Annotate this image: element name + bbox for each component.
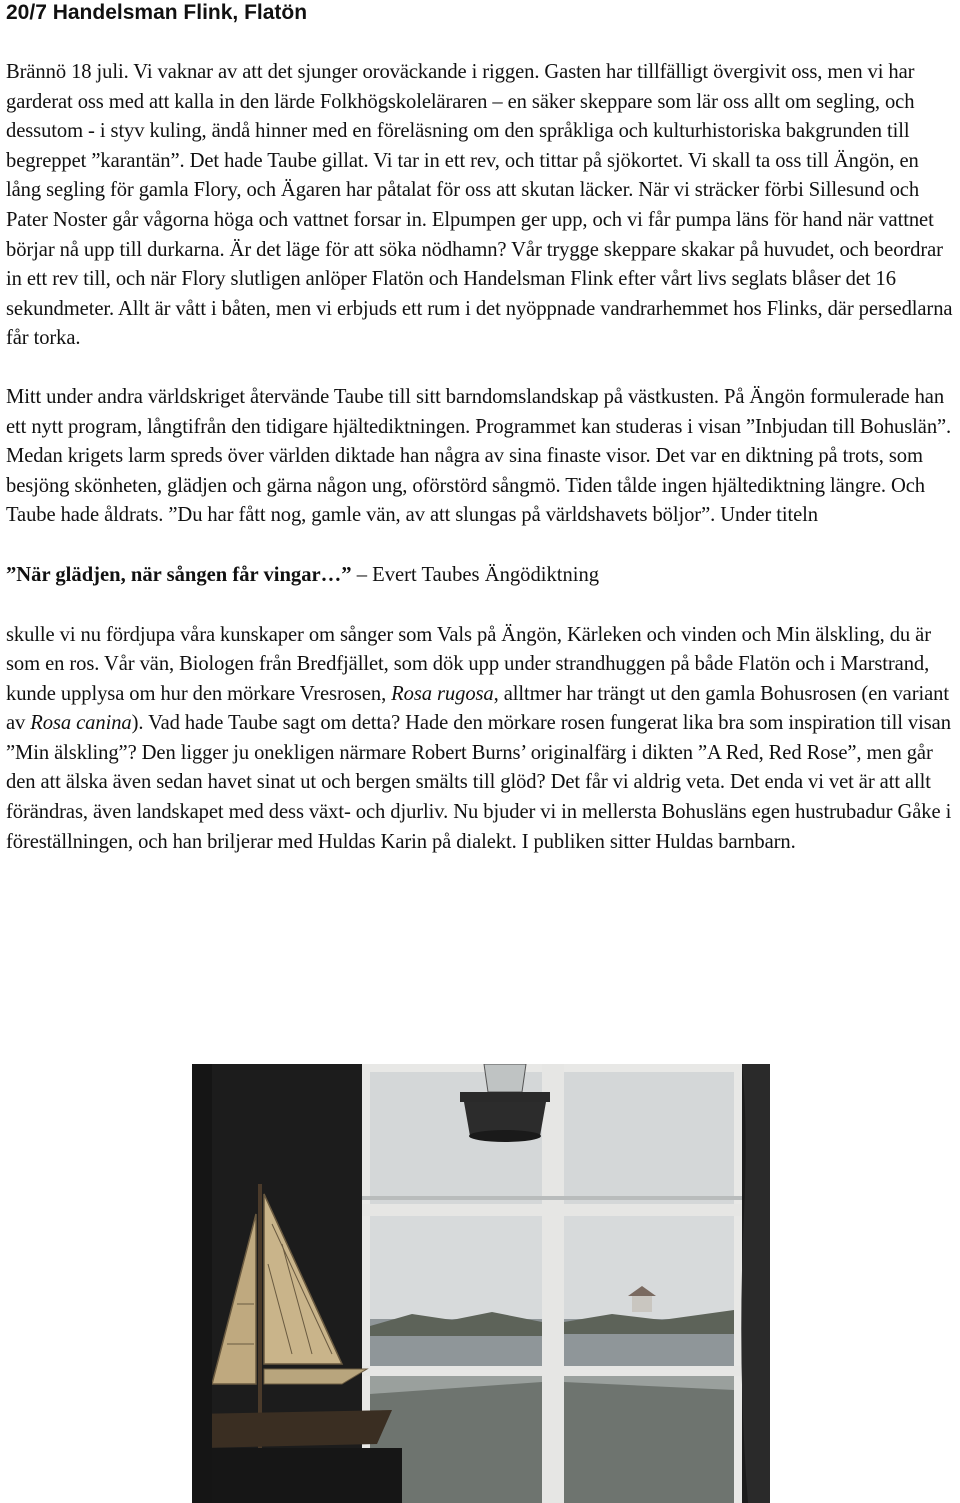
page-heading: 20/7 Handelsman Flink, Flatön	[6, 1, 308, 24]
section-title-line	[6, 561, 956, 591]
section-title: ”När glädjen, när sången får vingar…”	[6, 563, 352, 586]
paragraph-3	[6, 621, 956, 858]
window-photo	[192, 1064, 770, 1503]
section-subtitle: – Evert Taubes Ängödiktning	[351, 563, 600, 586]
paragraph-3-text-b: , alltmer har trängt ut den gamla Bohusrosen (en variant av	[6, 682, 949, 735]
paragraph-3-text-a: skulle vi nu fördjupa våra kunskaper om sånger som Vals på Ängön, Kärleken och vinden och Min älskling, du är som en ros. Vår vän, Biologen från Bredfjället, som dök upp under strandhuggen på både Flatön och i Marstrand, kunde upplysa om hur den mörkare Vresrosen,	[6, 623, 931, 705]
italic-rosa-canina: Rosa canina	[30, 712, 132, 735]
italic-rosa-rugosa: Rosa rugosa	[391, 682, 494, 705]
paragraph-3-text-c: ). Vad hade Taube sagt om detta? Hade den mörkare rosen fungerat lika bra som inspiration till visan ”Min älskling”? Den ligger ju onekligen närmare Robert Burns’ originalfärg i dikten ”A Red, Red Rose”, men går den att älska även sedan havet sinat ut och bergen smälts till glöd? Det får vi aldrig veta. Det enda vi vet är att allt förändras, även landskapet med dess växt- och djurliv. Nu bjuder vi in mellersta Bohusläns egen hustrubadur Gåke i föreställningen, och han briljerar med Huldas Karin på dialekt. I publiken sitter Huldas barnbarn.	[6, 712, 952, 853]
document-page	[6, 0, 956, 857]
paragraph-2: Mitt under andra världskriget återvände Taube till sitt barndomslandskap på västkusten. På Ängön formulerade han ett nytt program, långtifrån den tidigare hjältediktningen. Programmet kan studeras i visan ”Inbjudan till Bohuslän”. Medan krigets larm spreds över världen diktade han några av sina finaste visor. Det var en diktning på trots, som besjöng skönheten, glädjen och gärna någon ung, oförstörd sångmö. Tiden tålde ingen hjältediktning längre. Och Taube hade åldrats. ”Du har fått nog, gamle vän, av att slungas på världshavets böljor”. Under titeln	[6, 385, 952, 527]
paragraph-1: Brännö 18 juli. Vi vaknar av att det sjunger oroväckande i riggen. Gasten har tillfälligt övergivit oss, men vi har garderat oss med att kalla in den lärde Folkhögskoleläraren – en säker skeppare som lär oss allt om segling, och dessutom - i styv kuling, ändå hinner med en föreläsning om den språkliga och kulturhistoriska bakgrunden till begreppet ”karantän”. Det hade Taube gillat. Vi tar in ett rev, och tittar på sjökortet. Vi skall ta oss till Ängön, en lång segling för gamla Flory, och Ägaren har påtalat för oss att skutan läcker. När vi sträcker förbi Sillesund och Pater Noster går vågorna höga och vattnet forsar in. Elpumpen ger upp, och vi får pumpa läns för hand när vattnet börjar nå upp till durkarna. Är det läge för att söka nödhamn? Vår trygge skeppare skakar på huvudet, och beordrar in ett rev till, och när Flory slutligen anlöper Flatön och Handelsman Flink efter vårt livs seglats blåser det 16 sekundmeter. Allt är vått i båten, men vi erbjuds ett rum i det nyöppnade vandrarhemmet hos Flinks, där persedlarna får torka.	[6, 61, 953, 350]
